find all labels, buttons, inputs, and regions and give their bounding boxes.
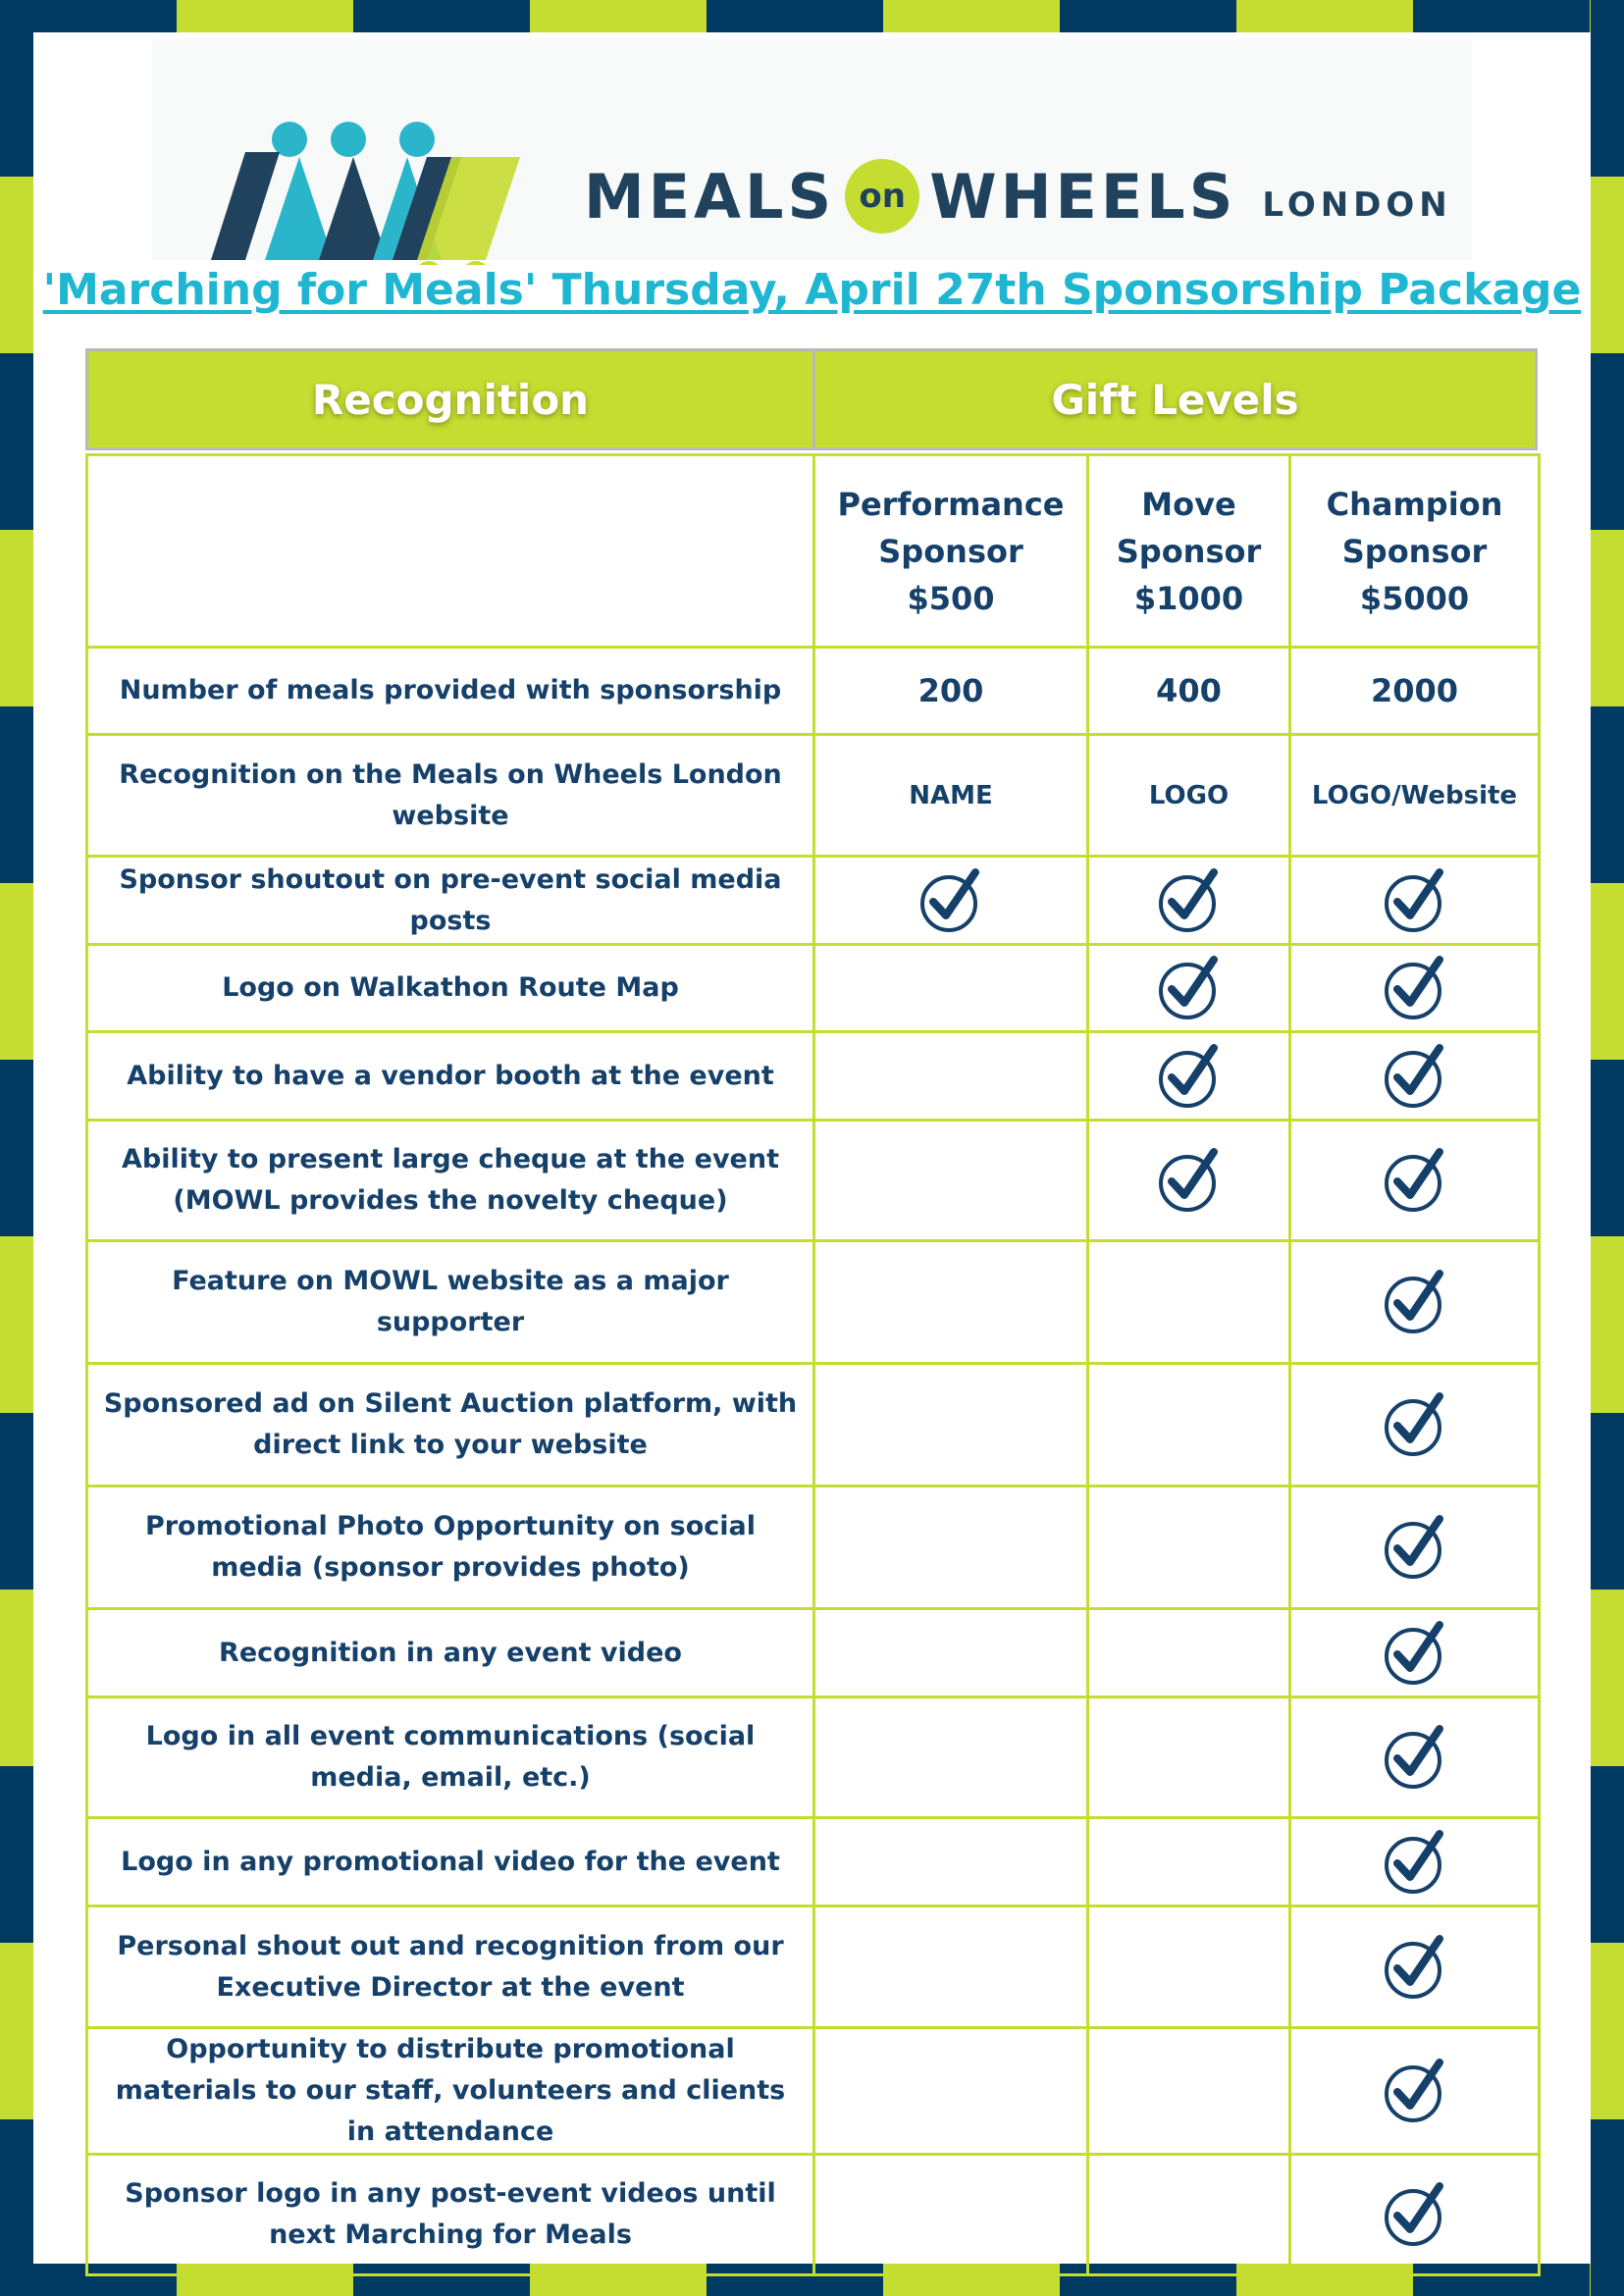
- table-header-band: [85, 348, 1538, 450]
- check-cell: [1290, 1609, 1540, 1697]
- checkmark-icon: [1383, 1830, 1447, 1895]
- recognition-label: Logo in all event communications (social media, email, etc.): [87, 1697, 814, 1818]
- recognition-label: Sponsored ad on Silent Auction platform, with direct link to your website: [87, 1364, 814, 1487]
- check-cell: [1290, 1487, 1540, 1609]
- check-cell: [1088, 1697, 1290, 1818]
- check-cell: [1290, 1241, 1540, 1364]
- table-row: [87, 648, 1540, 735]
- tier-header-row: [87, 455, 1540, 648]
- brand-meals: MEALS: [584, 160, 836, 233]
- check-cell: [1088, 945, 1290, 1032]
- checkmark-icon: [1383, 1148, 1447, 1213]
- check-cell: [1088, 1121, 1290, 1241]
- table-row: [87, 2028, 1540, 2155]
- checkmark-icon: [1383, 2059, 1447, 2123]
- checkmark-icon: [1157, 868, 1222, 933]
- table-row: [87, 945, 1540, 1032]
- recognition-type-value: NAME: [814, 735, 1088, 857]
- recognition-label: Recognition on the Meals on Wheels London website: [87, 735, 814, 857]
- tier-name: Move: [1141, 485, 1236, 523]
- recognition-label: Ability to have a vendor booth at the event: [87, 1032, 814, 1121]
- table-row: [87, 1487, 1540, 1609]
- recognition-label: Feature on MOWL website as a major supporter: [87, 1241, 814, 1364]
- table-row: [87, 857, 1540, 945]
- recognition-label: Number of meals provided with sponsorship: [87, 648, 814, 735]
- brand-on-badge: on: [845, 159, 919, 234]
- tier-word: Sponsor: [878, 532, 1023, 570]
- tier-word: Sponsor: [1341, 532, 1488, 570]
- check-cell: [1290, 1697, 1540, 1818]
- recognition-type-value: LOGO: [1088, 735, 1290, 857]
- check-cell: [814, 2155, 1088, 2275]
- check-cell: [814, 1364, 1088, 1487]
- tier-amount: $500: [907, 579, 995, 617]
- recognition-label: Opportunity to distribute promotional materials to our staff, volunteers and clients in attendance: [87, 2028, 814, 2155]
- checkmark-icon: [1383, 1270, 1447, 1334]
- meals-value: 2000: [1290, 648, 1540, 735]
- frame-top-border: [0, 0, 1624, 32]
- recognition-label: Logo in any promotional video for the event: [87, 1818, 814, 1906]
- page-title[interactable]: 'Marching for Meals' Thursday, April 27th Sponsorship Package: [42, 265, 1582, 315]
- recognition-label: Logo on Walkathon Route Map: [87, 945, 814, 1032]
- recognition-label: Sponsor shoutout on pre-event social media posts: [87, 857, 814, 945]
- check-cell: [1290, 945, 1540, 1032]
- check-cell: [1290, 857, 1540, 945]
- tier-name: Champion: [1326, 485, 1503, 523]
- people-logo-icon: [191, 78, 564, 265]
- checkmark-icon: [1157, 1148, 1222, 1213]
- meals-on-wheels-logo: [152, 39, 1472, 260]
- recognition-label: Recognition in any event video: [87, 1609, 814, 1697]
- checkmark-icon: [1383, 1515, 1447, 1580]
- recognition-type-value: LOGO/Website: [1290, 735, 1540, 857]
- table-row: [87, 2155, 1540, 2275]
- gift-levels-header: Gift Levels: [1051, 375, 1299, 424]
- table-row: [87, 1032, 1540, 1121]
- checkmark-icon: [1383, 1935, 1447, 2000]
- check-cell: [814, 857, 1088, 945]
- frame-right-border: [1591, 0, 1624, 2296]
- recognition-label: Personal shout out and recognition from our Executive Director at the event: [87, 1906, 814, 2028]
- checkmark-icon: [1383, 868, 1447, 933]
- check-cell: [814, 1818, 1088, 1906]
- check-cell: [1290, 1906, 1540, 2028]
- check-cell: [814, 2028, 1088, 2155]
- brand-wheels: WHEELS: [929, 160, 1237, 233]
- tier-cell-performance: [814, 455, 1088, 648]
- tier-amount: $5000: [1359, 579, 1470, 617]
- check-cell: [1088, 857, 1290, 945]
- checkmark-icon: [1383, 1725, 1447, 1790]
- check-cell: [1290, 1818, 1540, 1906]
- brand-wordmark: [584, 152, 1452, 240]
- checkmark-icon: [1383, 1392, 1447, 1457]
- check-cell: [814, 1609, 1088, 1697]
- check-cell: [814, 1032, 1088, 1121]
- checkmark-icon: [1383, 956, 1447, 1020]
- table-row: [87, 1697, 1540, 1818]
- check-cell: [1088, 1818, 1290, 1906]
- check-cell: [814, 1241, 1088, 1364]
- tier-word: Sponsor: [1116, 532, 1262, 570]
- checkmark-icon: [1157, 1044, 1222, 1109]
- check-cell: [1290, 1364, 1540, 1487]
- check-cell: [1088, 1609, 1290, 1697]
- meals-value: 200: [814, 648, 1088, 735]
- check-cell: [1290, 1032, 1540, 1121]
- check-cell: [1088, 1032, 1290, 1121]
- table-row: [87, 1364, 1540, 1487]
- checkmark-icon: [1383, 2182, 1447, 2247]
- table-row: [87, 735, 1540, 857]
- tier-name: Performance: [837, 485, 1065, 523]
- frame-left-border: [0, 0, 33, 2296]
- checkmark-icon: [1157, 956, 1222, 1020]
- empty-corner-cell: [87, 455, 814, 648]
- brand-city: LONDON: [1262, 185, 1452, 225]
- check-cell: [1088, 1906, 1290, 2028]
- table-row: [87, 1121, 1540, 1241]
- check-cell: [814, 1487, 1088, 1609]
- check-cell: [1088, 2028, 1290, 2155]
- recognition-label: Sponsor logo in any post-event videos until next Marching for Meals: [87, 2155, 814, 2275]
- checkmark-icon: [1383, 1621, 1447, 1686]
- table-row: [87, 1818, 1540, 1906]
- meals-value: 400: [1088, 648, 1290, 735]
- recognition-header: Recognition: [88, 351, 815, 447]
- check-cell: [814, 1906, 1088, 2028]
- sponsorship-table: [85, 453, 1541, 2276]
- tier-cell-champion: [1290, 455, 1540, 648]
- recognition-label: Promotional Photo Opportunity on social media (sponsor provides photo): [87, 1487, 814, 1609]
- check-cell: [1290, 2028, 1540, 2155]
- check-cell: [814, 945, 1088, 1032]
- checkmark-icon: [918, 868, 983, 933]
- table-row: [87, 1906, 1540, 2028]
- check-cell: [814, 1121, 1088, 1241]
- table-row: [87, 1241, 1540, 1364]
- tier-amount: $1000: [1133, 579, 1244, 617]
- check-cell: [1088, 2155, 1290, 2275]
- check-cell: [1088, 1241, 1290, 1364]
- recognition-label: Ability to present large cheque at the event (MOWL provides the novelty cheque): [87, 1121, 814, 1241]
- tier-cell-move: [1088, 455, 1290, 648]
- check-cell: [1088, 1487, 1290, 1609]
- check-cell: [1088, 1364, 1290, 1487]
- table-row: [87, 1609, 1540, 1697]
- checkmark-icon: [1383, 1044, 1447, 1109]
- check-cell: [1290, 1121, 1540, 1241]
- check-cell: [1290, 2155, 1540, 2275]
- check-cell: [814, 1697, 1088, 1818]
